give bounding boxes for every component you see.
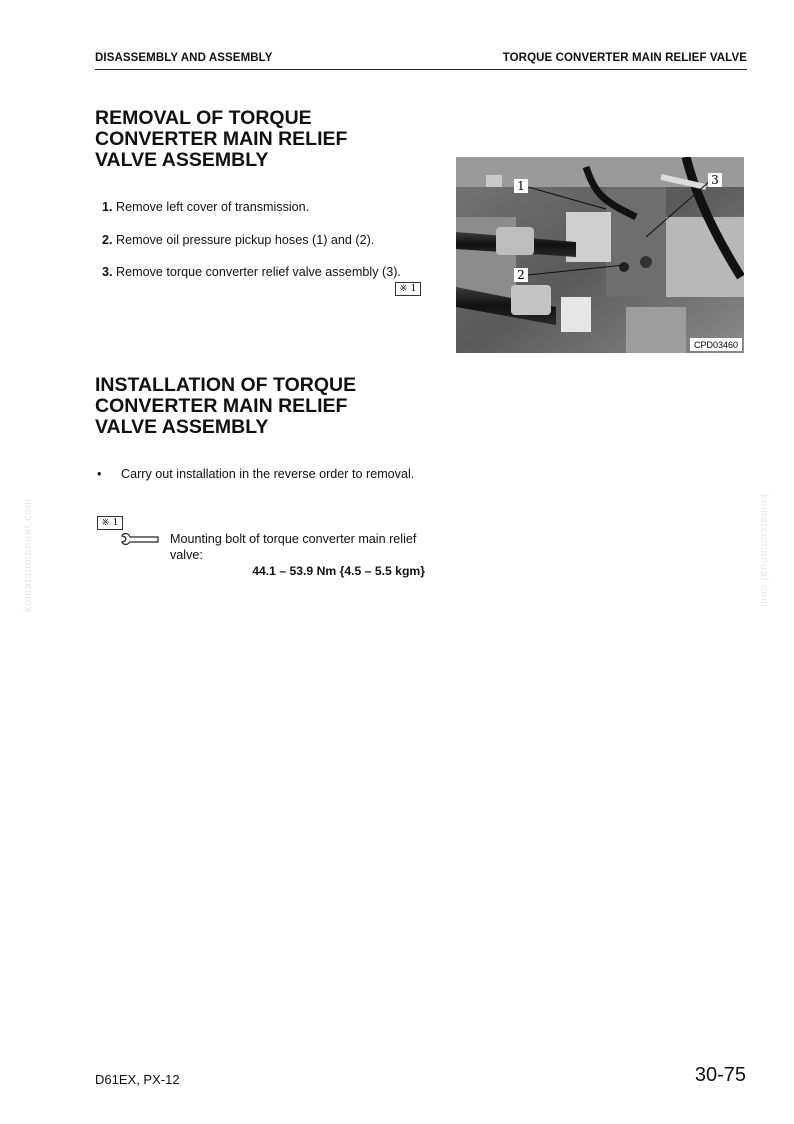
- installation-title: [95, 375, 415, 438]
- removal-title-line-2: CONVERTER MAIN RELIEF: [95, 128, 348, 150]
- photo-code: CPD03460: [693, 340, 739, 350]
- step-text: Remove oil pressure pickup hoses (1) and (2).: [116, 233, 375, 247]
- callout-1: 1: [517, 179, 525, 193]
- callout-3: 3: [711, 173, 719, 187]
- removal-title: [95, 108, 415, 171]
- removal-step-1: [102, 199, 425, 215]
- step-text: Remove torque converter relief valve assembly (3).: [116, 265, 401, 279]
- reference-mark: ※ 1: [97, 516, 123, 530]
- wrench-icon: [120, 532, 160, 546]
- removal-title-line-3: VALVE ASSEMBLY: [95, 149, 269, 171]
- watermark-left: komatsumanual.com: [22, 498, 34, 612]
- torque-value: 44.1 – 53.9 Nm {4.5 – 5.5 kgm}: [252, 564, 425, 578]
- callout-2: 2: [517, 268, 525, 282]
- footer-model: D61EX, PX-12: [95, 1072, 180, 1087]
- header-rule: [95, 69, 747, 70]
- page-header: [95, 52, 747, 68]
- valve-photo: [456, 157, 744, 353]
- step-text: Remove left cover of transmission.: [116, 200, 310, 214]
- header-topic-name: TORQUE CONVERTER MAIN RELIEF VALVE: [502, 52, 747, 64]
- installation-title-line-3: VALVE ASSEMBLY: [95, 416, 269, 438]
- torque-note: Mounting bolt of torque converter main relief valve:: [170, 532, 417, 562]
- removal-title-line-1: REMOVAL OF TORQUE: [95, 107, 312, 129]
- step-number: 1.: [102, 200, 113, 214]
- installation-title-line-1: INSTALLATION OF TORQUE: [95, 374, 357, 396]
- reference-mark: ※ 1: [395, 282, 421, 296]
- step-number: 2.: [102, 233, 113, 247]
- bullet-dot: •: [97, 467, 102, 481]
- removal-step-3: [102, 264, 425, 280]
- installation-title-line-2: CONVERTER MAIN RELIEF: [95, 395, 348, 417]
- page-number: 30-75: [694, 1064, 746, 1086]
- removal-step-2: [102, 232, 425, 248]
- watermark-right: komatsumanual.com: [758, 494, 770, 608]
- header-section-name: DISASSEMBLY AND ASSEMBLY: [95, 52, 273, 64]
- bullet-text: Carry out installation in the reverse order to removal.: [121, 467, 415, 481]
- step-number: 3.: [102, 265, 113, 279]
